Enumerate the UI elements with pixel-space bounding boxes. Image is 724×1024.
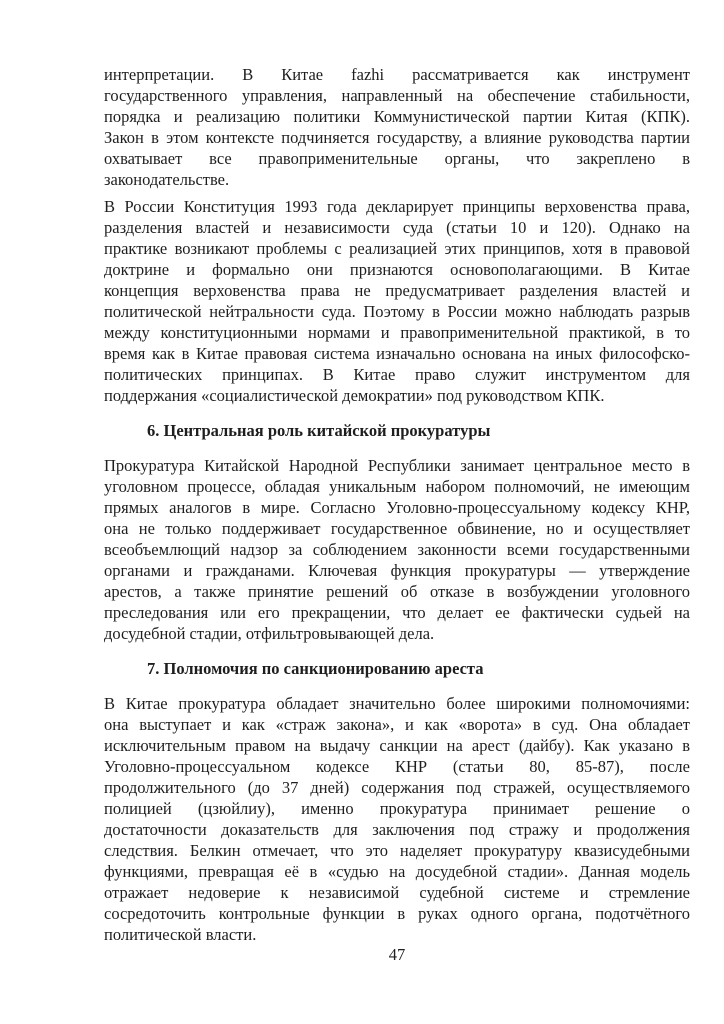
text-line: охватывает все правоприменительные органы, что закреплено в bbox=[104, 149, 690, 168]
text-line: практике возникают проблемы с реализацией этих принципов, хотя в правовой bbox=[104, 239, 690, 258]
text-line: политических принципах. В Китае право служит инструментом для bbox=[104, 365, 690, 384]
text-line: полицией (цзюйлиу), именно прокуратура принимает решение о bbox=[104, 799, 690, 818]
paragraph-procuracy-central-role bbox=[104, 455, 690, 644]
heading-section-7: 7. Полномочия по санкционированию ареста bbox=[147, 659, 484, 678]
text-line: законодательстве. bbox=[104, 170, 230, 189]
text-line: время как в Китае правовая система изначально основана на иных философско- bbox=[104, 344, 690, 363]
text-line: органами и гражданами. Ключевая функция прокуратуры — утверждение bbox=[104, 561, 690, 580]
text-line: концепция верховенства права не предусматривает разделения властей и bbox=[104, 281, 690, 300]
text-line: В Китае прокуратура обладает значительно более широкими полномочиями: bbox=[104, 694, 690, 713]
text-line: исключительным правом на выдачу санкции на арест (дайбу). Как указано в bbox=[104, 736, 690, 755]
text-line: Прокуратура Китайской Народной Республики занимает центральное место в bbox=[104, 456, 690, 475]
text-line: порядка и реализацию политики Коммунистической партии Китая (КПК). bbox=[104, 107, 690, 126]
text-line: политической власти. bbox=[104, 925, 257, 944]
paragraph-russia-constitution bbox=[104, 196, 690, 406]
text-line: преследования или его прекращении, что делает ее фактически судьей на bbox=[104, 603, 690, 622]
document-body bbox=[104, 64, 690, 945]
paragraph-fazhi-interpretation bbox=[104, 64, 690, 190]
text-line: функциями, превращая её в «судью на досудебной стадии». Данная модель bbox=[104, 862, 690, 881]
text-line: она не только поддерживает государственное обвинение, но и осуществляет bbox=[104, 519, 690, 538]
text-line: отражает недоверие к независимой судебной системе и стремление bbox=[104, 883, 690, 902]
text-line: продолжительного (до 37 дней) содержания под стражей, осуществляемого bbox=[104, 778, 690, 797]
text-line: досудебной стадии, отфильтровывающей дела. bbox=[104, 624, 435, 643]
text-line: государственного управления, направленный на обеспечение стабильности, bbox=[104, 86, 690, 105]
text-line: Уголовно-процессуальном кодексе КНР (статьи 80, 85-87), после bbox=[104, 757, 690, 776]
text-line: интерпретации. В Китае fazhi рассматривается как инструмент bbox=[104, 65, 690, 84]
text-line: достаточности доказательств для заключения под стражу и продолжения bbox=[104, 820, 690, 839]
text-line: Закон в этом контексте подчиняется государству, а влияние руководства партии bbox=[104, 128, 690, 147]
text-line: арестов, а также принятие решений об отказе в возбуждении уголовного bbox=[104, 582, 690, 601]
text-line: она выступает и как «страж закона», и как «ворота» в суд. Она обладает bbox=[104, 715, 690, 734]
text-line: следствия. Белкин отмечает, что это наделяет прокуратуру квазисудебными bbox=[104, 841, 690, 860]
page-number: 47 bbox=[388, 945, 406, 964]
text-line: сосредоточить контрольные функции в руках одного органа, подотчётного bbox=[104, 904, 690, 923]
text-line: уголовном процессе, обладая уникальным набором полномочий, не имеющим bbox=[104, 477, 690, 496]
text-line: прямых аналогов в мире. Согласно Уголовно-процессуальному кодексу КНР, bbox=[104, 498, 690, 517]
heading-section-6: 6. Центральная роль китайской прокуратуры bbox=[147, 421, 491, 440]
text-line: политической нейтральности суда. Поэтому в России можно наблюдать разрыв bbox=[104, 302, 690, 321]
paragraph-arrest-sanction-powers bbox=[104, 693, 690, 945]
text-line: доктрине и формально они признаются основополагающими. В Китае bbox=[104, 260, 690, 279]
text-line: поддержания «социалистической демократии» под руководством КПК. bbox=[104, 386, 605, 405]
text-line: всеобъемлющий надзор за соблюдением законности всеми государственными bbox=[104, 540, 690, 559]
text-line: В России Конституция 1993 года декларирует принципы верховенства права, bbox=[104, 197, 690, 216]
text-line: разделения властей и независимости суда (статьи 10 и 120). Однако на bbox=[104, 218, 690, 237]
text-line: между конституционными нормами и правоприменительной практикой, в то bbox=[104, 323, 690, 342]
